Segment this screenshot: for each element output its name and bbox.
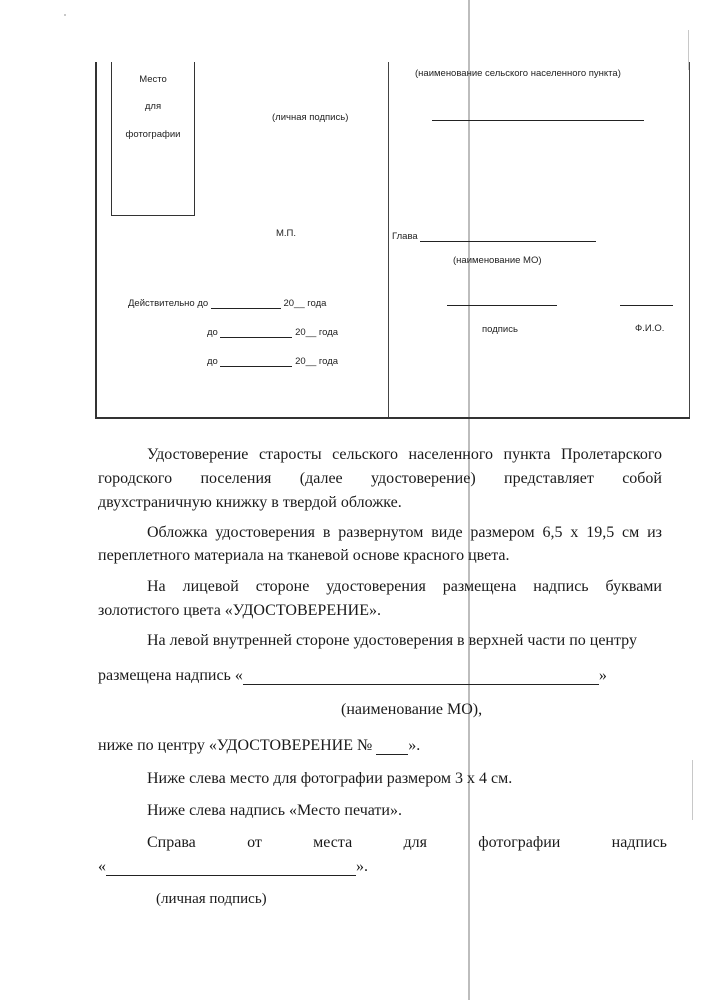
inscription-end: » (598, 667, 607, 684)
right-of-photo-line (147, 834, 667, 852)
valid-until-row-1 (128, 296, 326, 309)
date-blank (220, 325, 292, 338)
paragraph-3-line-2: золотистого цвета «УДОСТОВЕРЕНИЕ». (98, 602, 381, 619)
personal-signature-text: (личная подпись) (156, 891, 267, 907)
fio-line (620, 305, 673, 306)
word: от (247, 834, 262, 851)
paragraph-1-line-1: Удостоверение старосты сельского населенного пункта Пролетарского (147, 446, 662, 463)
signature-caption: подпись (482, 324, 518, 335)
quote-blank-line (98, 858, 368, 876)
quote-open: « (98, 858, 106, 875)
word: надпись (611, 834, 667, 851)
certificate-number-line (98, 737, 420, 755)
valid-until-row-3 (207, 354, 338, 367)
date-blank (220, 354, 292, 367)
date-blank (211, 296, 281, 309)
photo-label-line3: фотографии (125, 129, 181, 140)
head-label: Глава (392, 231, 418, 242)
certificate-number-end: ». (408, 737, 421, 754)
scan-speck (64, 14, 66, 16)
year-suffix: 20__ года (295, 356, 339, 367)
paragraph-2-line-2: переплетного материала на тканевой основе красного цвета. (98, 547, 510, 564)
certificate-number-start: ниже по центру «УДОСТОВЕРЕНИЕ № (98, 737, 377, 754)
inscription-blank (106, 859, 356, 876)
word: Справа (147, 834, 196, 851)
until-label: до (207, 327, 218, 338)
head-row (392, 229, 596, 242)
photo-placeholder-box (111, 62, 195, 216)
card-right-border (689, 62, 690, 418)
settlement-name-caption: (наименование сельского населенного пункта) (415, 68, 621, 79)
signature-line (447, 305, 557, 306)
inscription-start: размещена надпись « (98, 667, 243, 684)
until-label: до (207, 356, 218, 367)
photo-label-line1: Место (139, 74, 167, 85)
head-name-blank (420, 229, 596, 242)
seal-place-line: Ниже слева надпись «Место печати». (147, 802, 402, 819)
photo-label-line2: для (144, 101, 162, 112)
settlement-name-line (432, 120, 644, 121)
paragraph-3-line-1: На лицевой стороне удостоверения размещена надпись буквами (147, 578, 662, 595)
paragraph-1-line-2: городского поселения (далее удостоверение) представляет собой (98, 470, 662, 487)
word: фотографии (478, 834, 561, 851)
mo-name-caption-text: (наименование МО), (341, 701, 483, 718)
fio-caption: Ф.И.О. (635, 323, 665, 334)
photo-size-line: Ниже слева место для фотографии размером 3 х 4 см. (147, 770, 513, 787)
card-left-border (95, 62, 97, 418)
card-seal-label: М.П. (276, 228, 297, 239)
paragraph-4-line-2 (98, 667, 607, 685)
paragraph-2-line-1: Обложка удостоверения в развернутом виде размером 6,5 х 19,5 см из (147, 524, 662, 541)
scan-speck (692, 760, 693, 820)
certificate-number-blank (376, 738, 408, 755)
card-center-fold (388, 62, 389, 418)
mo-name-caption: (наименование МО) (453, 255, 542, 266)
paragraph-1-line-3: двухстраничную книжку в твердой обложке. (98, 494, 402, 511)
card-personal-signature: (личная подпись) (272, 112, 349, 123)
year-suffix: 20__ года (295, 327, 339, 338)
valid-until-label: Действительно до (128, 298, 209, 309)
valid-until-row-2 (207, 325, 338, 338)
card-bottom-border (95, 417, 690, 419)
mo-name-blank (243, 668, 599, 685)
paragraph-4-line-1: На левой внутренней стороне удостоверения в верхней части по центру (147, 632, 637, 649)
word: места (313, 834, 353, 851)
year-suffix: 20__ года (283, 298, 327, 309)
quote-close: ». (356, 858, 368, 875)
word: для (403, 834, 427, 851)
